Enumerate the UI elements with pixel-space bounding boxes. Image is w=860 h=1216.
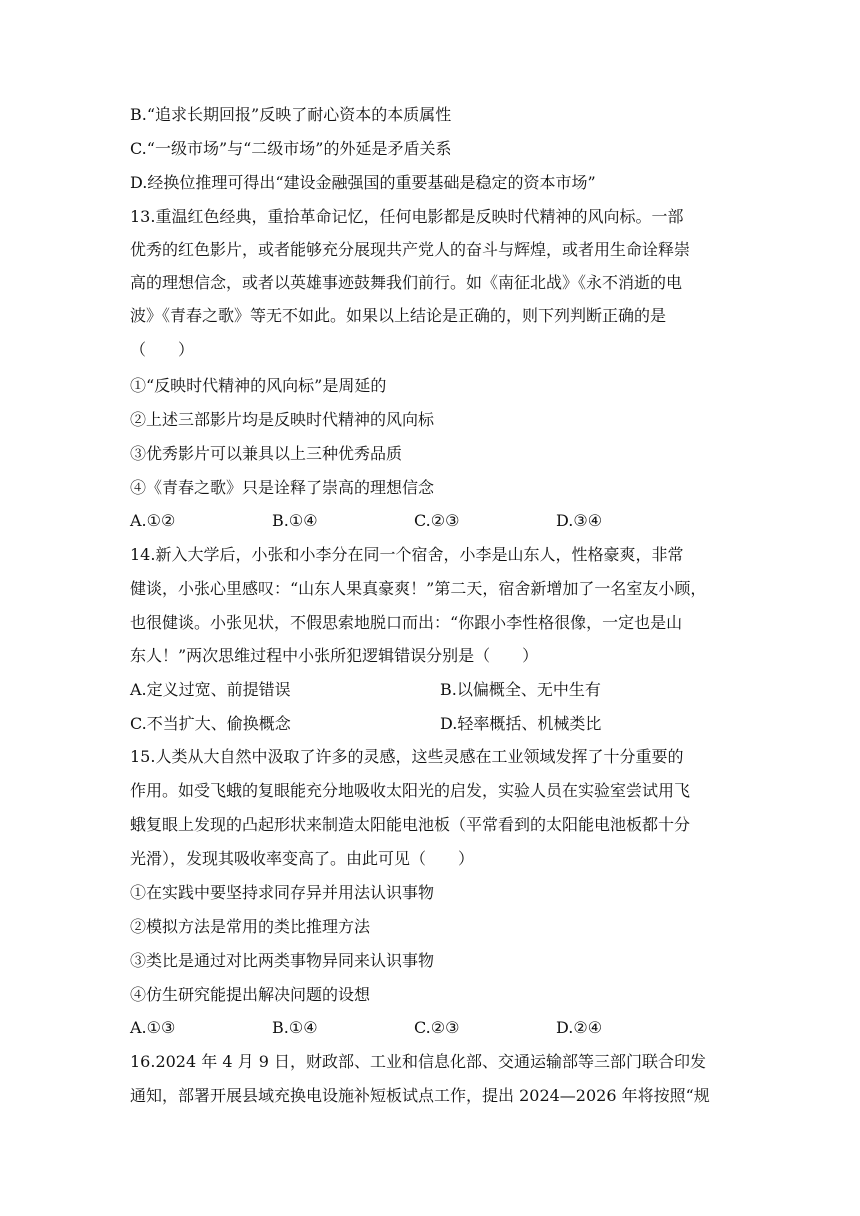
q12-option-b: B.“追求长期回报”反映了耐心资本的本质属性	[130, 105, 452, 124]
q14-stem-line: 东人！”两次思维过程中小张所犯逻辑错误分别是（ ）	[130, 646, 539, 665]
q15-option-c: C.②③	[414, 1018, 460, 1037]
q15-item: ③类比是通过对比两类事物异同来认识事物	[130, 951, 435, 970]
q15-item: ①在实践中要坚持求同存异并用法认识事物	[130, 883, 435, 902]
q16-stem-line: 通知，部署开展县域充换电设施补短板试点工作，提出 2024—2026 年将按照“规	[130, 1086, 710, 1105]
q15-options	[130, 1017, 750, 1039]
q13-stem-line: 13.重温红色经典，重拾革命记忆，任何电影都是反映时代精神的风向标。一部	[130, 207, 684, 226]
q13-answer-blank: （ ）	[130, 340, 195, 359]
q14-stem-line: 健谈，小张心里感叹：“山东人果真豪爽！”第二天，宿舍新增加了一名室友小顾，	[130, 579, 707, 598]
q13-item: ③优秀影片可以兼具以上三种优秀品质	[130, 444, 403, 463]
q13-option-b: B.①④	[272, 511, 318, 530]
q13-option-a: A.①②	[130, 511, 176, 530]
q14-options-row	[130, 679, 750, 701]
q13-item: ④《青春之歌》只是诠释了崇高的理想信念	[130, 478, 435, 497]
q15-item: ②模拟方法是常用的类比推理方法	[130, 917, 371, 936]
q15-option-a: A.①③	[130, 1018, 176, 1037]
q15-stem-line: 作用。如受飞蛾的复眼能充分地吸收太阳光的启发，实验人员在实验室尝试用飞	[130, 781, 691, 800]
q13-option-c: C.②③	[414, 511, 460, 530]
q15-item: ④仿生研究能提出解决问题的设想	[130, 985, 371, 1004]
q13-stem-line: 高的理想信念，或者以英雄事迹鼓舞我们前行。如《南征北战》《永不消逝的电	[130, 273, 683, 292]
q13-item: ①“反映时代精神的风向标”是周延的	[130, 376, 387, 395]
q14-stem-line: 也很健谈。小张见状，不假思索地脱口而出：“你跟小李性格很像，一定也是山	[130, 613, 683, 632]
q13-item: ②上述三部影片均是反映时代精神的风向标	[130, 410, 435, 429]
q13-option-d: D.③④	[556, 511, 603, 530]
q15-option-b: B.①④	[272, 1018, 318, 1037]
q15-option-d: D.②④	[556, 1018, 603, 1037]
q14-option-c: C.不当扩大、偷换概念	[130, 714, 291, 733]
q12-option-c: C.“一级市场”与“二级市场”的外延是矛盾关系	[130, 139, 452, 158]
q14-option-a: A.定义过宽、前提错误	[130, 680, 291, 699]
q13-stem-line: 优秀的红色影片，或者能够充分展现共产党人的奋斗与辉煌，或者用生命诠释崇	[130, 240, 691, 259]
q14-option-d: D.轻率概括、机械类比	[440, 714, 602, 733]
q15-stem-line: 蛾复眼上发现的凸起形状来制造太阳能电池板（平常看到的太阳能电池板都十分	[130, 815, 691, 834]
q12-option-d: D.经换位推理可得出“建设金融强国的重要基础是稳定的资本市场”	[130, 173, 596, 192]
q16-stem-line: 16.2024 年 4 月 9 日，财政部、工业和信息化部、交通运输部等三部门联合印发	[130, 1052, 706, 1071]
q14-option-b: B.以偏概全、无中生有	[440, 680, 601, 699]
q15-stem-line: 光滑），发现其吸收率变高了。由此可见（ ）	[130, 849, 475, 868]
q14-stem-line: 14.新入大学后，小张和小李分在同一个宿舍，小李是山东人，性格豪爽，非常	[130, 545, 684, 564]
q14-options-row	[130, 713, 750, 735]
q13-options	[130, 510, 750, 532]
q13-stem-line: 波》《青春之歌》等无不如此。如果以上结论是正确的，则下列判断正确的是	[130, 306, 667, 325]
q15-stem-line: 15.人类从大自然中汲取了许多的灵感，这些灵感在工业领域发挥了十分重要的	[130, 747, 684, 766]
